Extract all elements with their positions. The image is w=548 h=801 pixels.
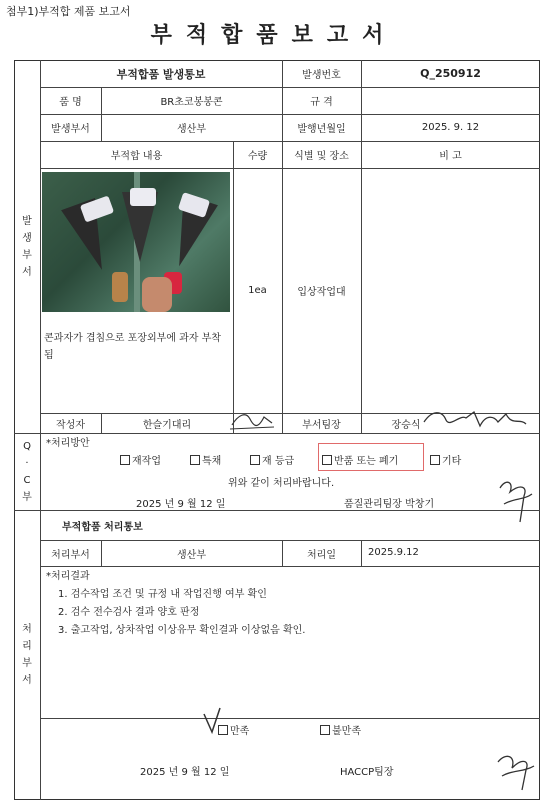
date-value: 2025. 9. 12 bbox=[421, 122, 480, 133]
defect-description: 콘과자가 겹침으로 포장외부에 과자 부착됨 bbox=[44, 333, 221, 361]
result-label: *처리결과 bbox=[46, 571, 90, 582]
date-label: 발행년월일 bbox=[297, 124, 346, 135]
issue-no-value: Q_250912 bbox=[420, 67, 481, 80]
option-other[interactable]: 기타 bbox=[430, 452, 461, 467]
item-value: BR초코봉봉콘 bbox=[160, 97, 223, 108]
haccp-signature bbox=[494, 742, 538, 794]
proc-date-value: 2025.9.12 bbox=[368, 547, 419, 558]
processing-notice-title: 부적합품 처리통보 bbox=[62, 522, 143, 533]
option-rework[interactable]: 재작업 bbox=[120, 452, 161, 467]
option-unsatisfied[interactable]: 불만족 bbox=[320, 722, 361, 737]
proc-signer: HACCP팀장 bbox=[340, 767, 394, 778]
col-place: 식별 및 장소 bbox=[294, 151, 349, 162]
issue-no-label: 발생번호 bbox=[302, 70, 341, 81]
page-title: 부적합품보고서 bbox=[150, 23, 398, 48]
result-item-1: 1. 검수작업 조건 및 규정 내 작업진행 여부 확인 bbox=[58, 589, 267, 600]
spec-value bbox=[361, 87, 540, 114]
processing-section-label: 처 리 부 서 bbox=[22, 624, 32, 686]
proc-date-label: 처리일 bbox=[307, 549, 336, 561]
head-signature bbox=[420, 404, 530, 434]
defect-place: 입상작업대 bbox=[297, 286, 346, 298]
result-item-2: 2. 검수 전수검사 결과 양호 판정 bbox=[58, 607, 200, 618]
proc-dept-label: 처리부서 bbox=[51, 549, 90, 561]
option-regrade[interactable]: 재 등급 bbox=[250, 452, 294, 467]
result-item-3: 3. 출고작업, 상차작업 이상유무 확인결과 이상없음 확인. bbox=[58, 625, 306, 636]
qc-statement: 위와 같이 처리바랍니다. bbox=[228, 478, 335, 489]
col-content: 부적합 내용 bbox=[110, 151, 163, 162]
dept-label: 발생부서 bbox=[51, 124, 90, 135]
issue-section-label: 발 생 부 서 bbox=[22, 215, 32, 278]
head-value: 장승식 bbox=[391, 419, 421, 431]
option-satisfied[interactable]: 만족 bbox=[218, 722, 249, 737]
col-note: 비 고 bbox=[439, 151, 462, 162]
qc-signature bbox=[494, 474, 538, 526]
spec-label: 규 격 bbox=[310, 97, 333, 108]
col-qty: 수량 bbox=[247, 151, 268, 162]
proc-dept-value: 생산부 bbox=[177, 549, 206, 561]
issue-notice-title: 부적합품 발생통보 bbox=[116, 67, 206, 81]
defect-qty: 1ea bbox=[248, 284, 267, 296]
head-label: 부서팀장 bbox=[302, 419, 341, 431]
qc-plan-label: *처리방안 bbox=[46, 438, 90, 449]
attachment-label: 첨부1)부적합 제품 보고서 bbox=[6, 5, 131, 18]
proc-date: 2025 년 9 월 12 일 bbox=[140, 767, 230, 778]
option-concession[interactable]: 특채 bbox=[190, 452, 221, 467]
dept-value: 생산부 bbox=[177, 124, 206, 135]
writer-value: 한슬기대리 bbox=[142, 419, 192, 431]
qc-signer: 품질관리팀장 박창기 bbox=[344, 499, 435, 510]
option-return-or-dispose[interactable]: 반품 또는 폐기 bbox=[322, 452, 398, 467]
qc-section-label: Q · C 부 bbox=[22, 440, 32, 503]
satisfied-checkmark bbox=[200, 706, 224, 736]
qc-date: 2025 년 9 월 12 일 bbox=[136, 499, 226, 510]
writer-signature bbox=[228, 405, 276, 433]
item-label: 품 명 bbox=[59, 97, 82, 108]
writer-label: 작성자 bbox=[56, 419, 85, 431]
defect-photo bbox=[42, 172, 230, 312]
